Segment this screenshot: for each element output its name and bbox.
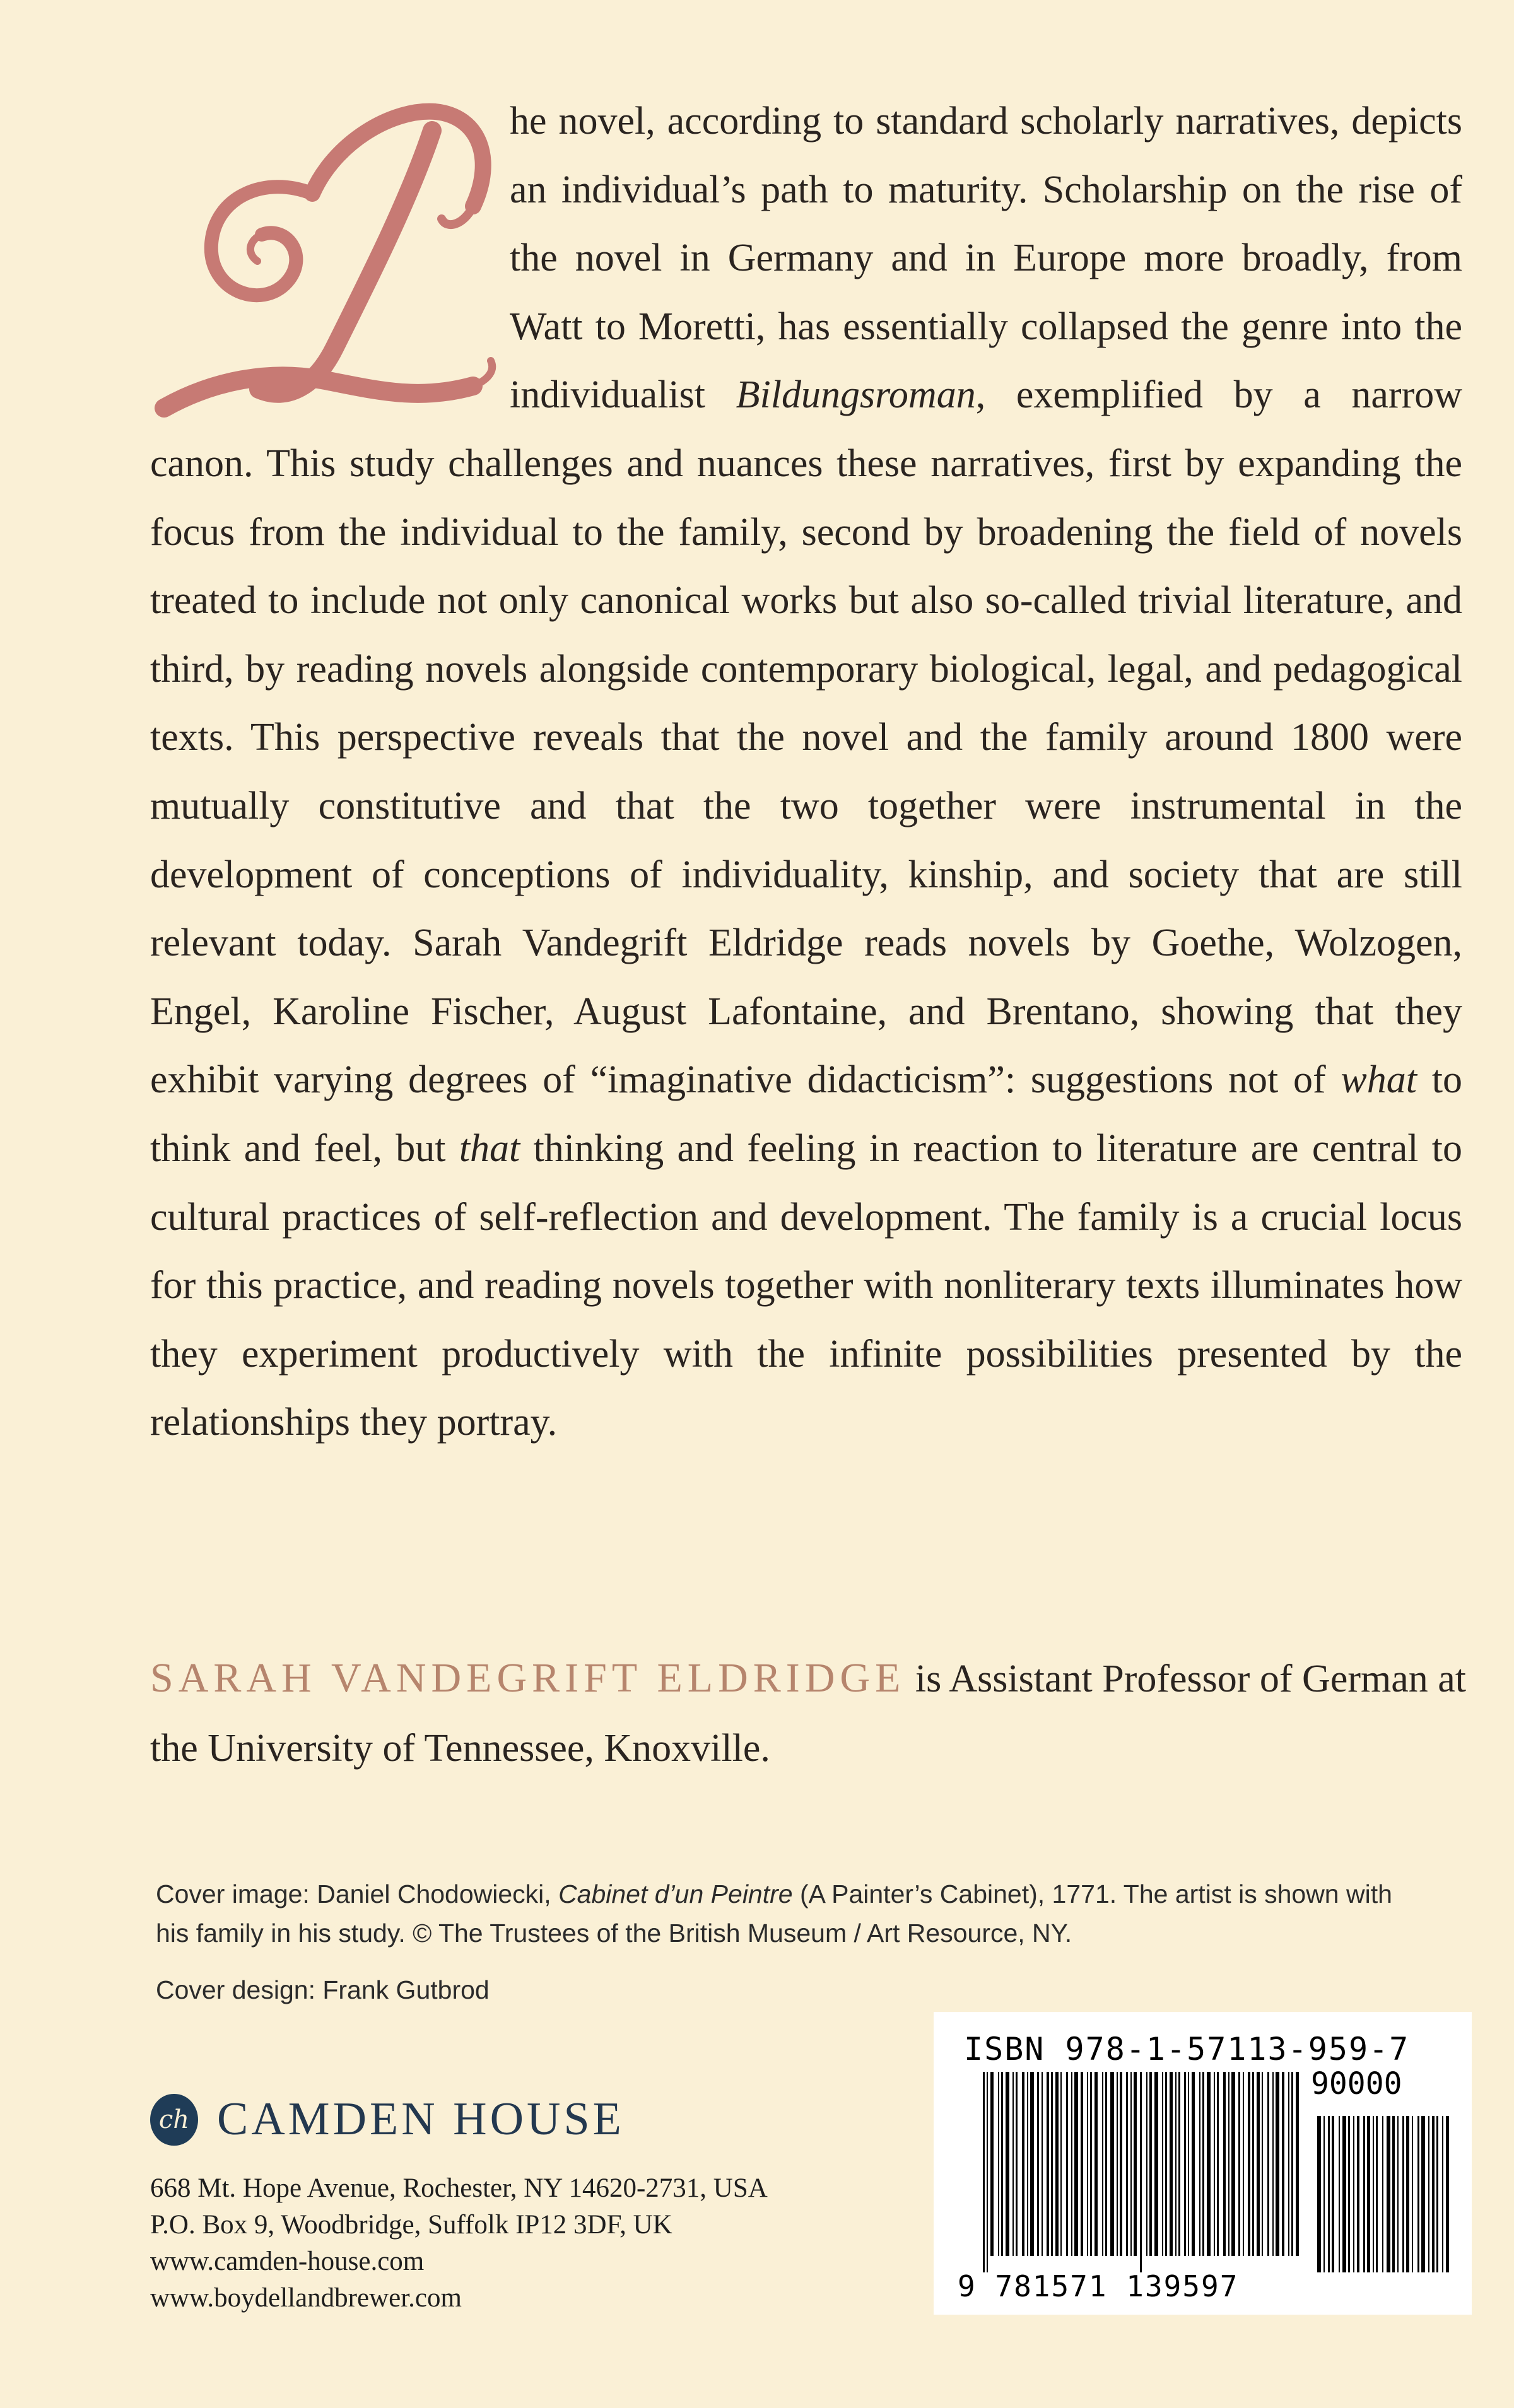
blurb-italic-bildungsroman: Bildungsroman xyxy=(736,373,976,417)
publisher-logo-icon: ch xyxy=(150,2094,198,2146)
barcode-bar xyxy=(998,2072,999,2256)
blurb-part4: thinking and feeling in reaction to literature are central to cultural practices of self-reflection and development. The family is a crucial locus for this practice, and reading novels together with nonliterary texts illuminates how they experiment productively with the infinite possibilities presented by the relationships they portray. xyxy=(150,1126,1463,1444)
barcode-bar xyxy=(1154,2072,1158,2256)
barcode-bar xyxy=(1066,2072,1068,2256)
barcode-bar xyxy=(1074,2072,1078,2256)
barcode-addon-bar xyxy=(1397,2116,1399,2272)
website-boydell: www.boydellandbrewer.com xyxy=(150,2283,462,2313)
barcode-addon-bar xyxy=(1342,2116,1346,2272)
barcode-addon-bar xyxy=(1392,2116,1395,2272)
barcode-addon-bar xyxy=(1412,2116,1413,2272)
barcode-bar xyxy=(1291,2072,1293,2256)
barcode-bar xyxy=(1202,2072,1204,2256)
dropcap-t-flourish-icon xyxy=(145,83,505,424)
barcode-bar xyxy=(1081,2072,1083,2256)
barcode-bar xyxy=(1027,2072,1028,2256)
barcode-addon-bar xyxy=(1442,2116,1443,2272)
barcode-bars xyxy=(983,2072,1462,2274)
barcode-bar xyxy=(1012,2072,1014,2256)
barcode-bar xyxy=(990,2072,994,2256)
cover-image-suffix: (A Painter’s Cabinet), 1771. The artist is shown with his family in his study. © The Trustees of the British Museum / Art Resource, NY. xyxy=(156,1879,1392,1948)
barcode-bar xyxy=(1199,2072,1200,2256)
barcode-addon-bar xyxy=(1332,2116,1334,2272)
author-name: SARAH VANDEGRIFT ELDRIDGE xyxy=(150,1655,906,1701)
blurb-part2: , exemplified by a narrow canon. This study challenges and nuances these narratives, first by expanding the focus from the individual to the family, second by broadening the field of novels treated to include not only canonical works but also so-called trivial literature, and third, by reading novels alongside contemporary biological, legal, and pedagogical texts. This perspective reveals that the novel and the family around 1800 were mutually constitutive and that the two together were instrumental in the development of conceptions of individuality, kinship, and society that are still relevant today. Sarah Vandegrift Eldridge reads novels by Goethe, Wolzogen, Engel, Karoline Fischer, August Lafontaine, and Brentano, showing that they exhibit varying degrees of “imaginative didacticism”: suggestions not of xyxy=(150,373,1463,1102)
barcode-bar xyxy=(1126,2072,1128,2256)
barcode-bar xyxy=(1037,2072,1039,2256)
barcode-bar xyxy=(1016,2072,1018,2256)
barcode-bar xyxy=(1030,2072,1034,2256)
barcode-bar xyxy=(1055,2072,1059,2256)
cover-image-prefix: Cover image: Daniel Chodowiecki, xyxy=(156,1879,559,1908)
barcode-bar xyxy=(1130,2072,1132,2256)
barcode-addon-bar xyxy=(1376,2116,1378,2272)
barcode-bar xyxy=(1022,2072,1024,2256)
barcode-addon-bar xyxy=(1339,2116,1340,2272)
barcode-addon-bar xyxy=(1323,2116,1325,2272)
barcode-addon-bar xyxy=(1446,2116,1449,2272)
author-bio xyxy=(150,1644,1475,1783)
barcode-bar xyxy=(1047,2072,1049,2256)
barcode-bar xyxy=(1272,2072,1274,2256)
barcode-bar xyxy=(1228,2072,1229,2256)
barcode-bar xyxy=(1207,2072,1211,2256)
barcode-addon-bar xyxy=(1373,2116,1374,2272)
barcode-bar xyxy=(1140,2072,1142,2272)
barcode-bar xyxy=(1094,2072,1098,2256)
barcode-bar xyxy=(1223,2072,1226,2256)
barcode-bar xyxy=(1170,2072,1173,2256)
barcode-bar xyxy=(1149,2072,1152,2256)
barcode-bar xyxy=(1243,2072,1244,2256)
barcode-bar xyxy=(1214,2072,1215,2256)
publisher-name: CAMDEN HOUSE xyxy=(217,2093,625,2145)
barcode-bar xyxy=(987,2072,988,2272)
publisher-block xyxy=(150,2093,768,2317)
barcode-bar xyxy=(1257,2072,1260,2256)
cover-image-title: Cabinet d’un Peintre xyxy=(558,1879,793,1908)
barcode-bar xyxy=(1087,2072,1088,2256)
barcode-bar xyxy=(1165,2072,1167,2256)
isbn-barcode xyxy=(934,2012,1472,2315)
barcode-bar xyxy=(1296,2072,1299,2256)
blurb-part1: he novel, according to standard scholarly narratives, depicts an individual’s path to maturity. Scholarship on the rise of the novel in Germany and in Europe more broadly, from Watt to Moretti, has essentially collapsed the genre into the individualist xyxy=(510,100,1462,417)
barcode-bar xyxy=(1175,2072,1177,2256)
barcode-addon-bar xyxy=(1328,2116,1330,2272)
barcode-bar xyxy=(1146,2072,1147,2256)
address-usa: 668 Mt. Hope Avenue, Rochester, NY 14620-2731, USA xyxy=(150,2173,768,2203)
barcode-addon-bar xyxy=(1387,2116,1390,2272)
publisher-addresses xyxy=(150,2170,768,2317)
blurb-italic-that: that xyxy=(459,1126,520,1170)
barcode-bar xyxy=(1184,2072,1186,2256)
barcode-addon-bar xyxy=(1406,2116,1409,2272)
cover-design-credit: Cover design: Frank Gutbrod xyxy=(156,1975,490,2004)
barcode-bar xyxy=(1060,2072,1062,2256)
barcode-bar xyxy=(1288,2072,1289,2256)
barcode-bar xyxy=(1276,2072,1279,2256)
barcode-addon-bar xyxy=(1357,2116,1359,2272)
barcode-bar xyxy=(1090,2072,1092,2256)
barcode-addon-bar xyxy=(1421,2116,1425,2272)
barcode-bar xyxy=(1192,2072,1195,2256)
barcode-bar xyxy=(1162,2072,1163,2256)
barcode-bar xyxy=(983,2072,985,2272)
decorative-dropcap xyxy=(145,83,505,424)
address-uk: P.O. Box 9, Woodbridge, Suffolk IP12 3DF, UK xyxy=(150,2210,672,2240)
barcode-bar xyxy=(1252,2072,1254,2256)
barcode-bar xyxy=(1105,2072,1107,2256)
barcode-addon-bar xyxy=(1417,2116,1419,2272)
ean-digits: 9 781571 139597 xyxy=(958,2269,1239,2303)
barcode-bar xyxy=(1134,2072,1137,2256)
description-text xyxy=(150,87,1462,1457)
cover-credits xyxy=(156,1874,1405,2009)
barcode-bar xyxy=(1117,2072,1118,2256)
barcode-addon-bar xyxy=(1317,2116,1321,2272)
barcode-bar xyxy=(1282,2072,1284,2256)
barcode-bar xyxy=(1262,2072,1263,2256)
barcode-addon-bar xyxy=(1402,2116,1404,2272)
barcode-bar xyxy=(1248,2072,1250,2256)
price-code: 90000 xyxy=(1311,2066,1402,2101)
barcode-bar xyxy=(1267,2072,1269,2256)
barcode-bar xyxy=(1102,2072,1103,2256)
barcode-bar xyxy=(1217,2072,1219,2256)
barcode-addon-bar xyxy=(1432,2116,1435,2272)
isbn-label: ISBN 978-1-57113-959-7 xyxy=(964,2031,1410,2067)
barcode-bar xyxy=(1071,2072,1072,2256)
blurb-part3: to think and feel, but xyxy=(150,1058,1463,1170)
blurb-italic-what: what xyxy=(1341,1058,1417,1102)
barcode-addon-bar xyxy=(1367,2116,1370,2272)
barcode-bar xyxy=(1231,2072,1235,2256)
barcode-bar xyxy=(1188,2072,1189,2256)
barcode-bar xyxy=(1120,2072,1122,2256)
barcode-bar xyxy=(1238,2072,1240,2256)
barcode-addon-bar xyxy=(1353,2116,1354,2272)
barcode-bar xyxy=(1006,2072,1009,2256)
barcode-bar xyxy=(1001,2072,1003,2256)
barcode-addon-bar xyxy=(1428,2116,1429,2272)
barcode-bar xyxy=(1042,2072,1043,2256)
barcode-bar xyxy=(1110,2072,1114,2256)
barcode-addon-bar xyxy=(1348,2116,1350,2272)
website-camden: www.camden-house.com xyxy=(150,2247,425,2276)
barcode-addon-bar xyxy=(1363,2116,1365,2272)
barcode-addon-bar xyxy=(1382,2116,1383,2272)
author-bio-text: is Assistant Professor of German at the University of Tennessee, Knoxville. xyxy=(150,1657,1466,1770)
cover-image-credit xyxy=(156,1874,1405,1953)
barcode-addon-bar xyxy=(1436,2116,1438,2272)
barcode-bar xyxy=(1051,2072,1053,2256)
barcode-bar xyxy=(1178,2072,1180,2256)
